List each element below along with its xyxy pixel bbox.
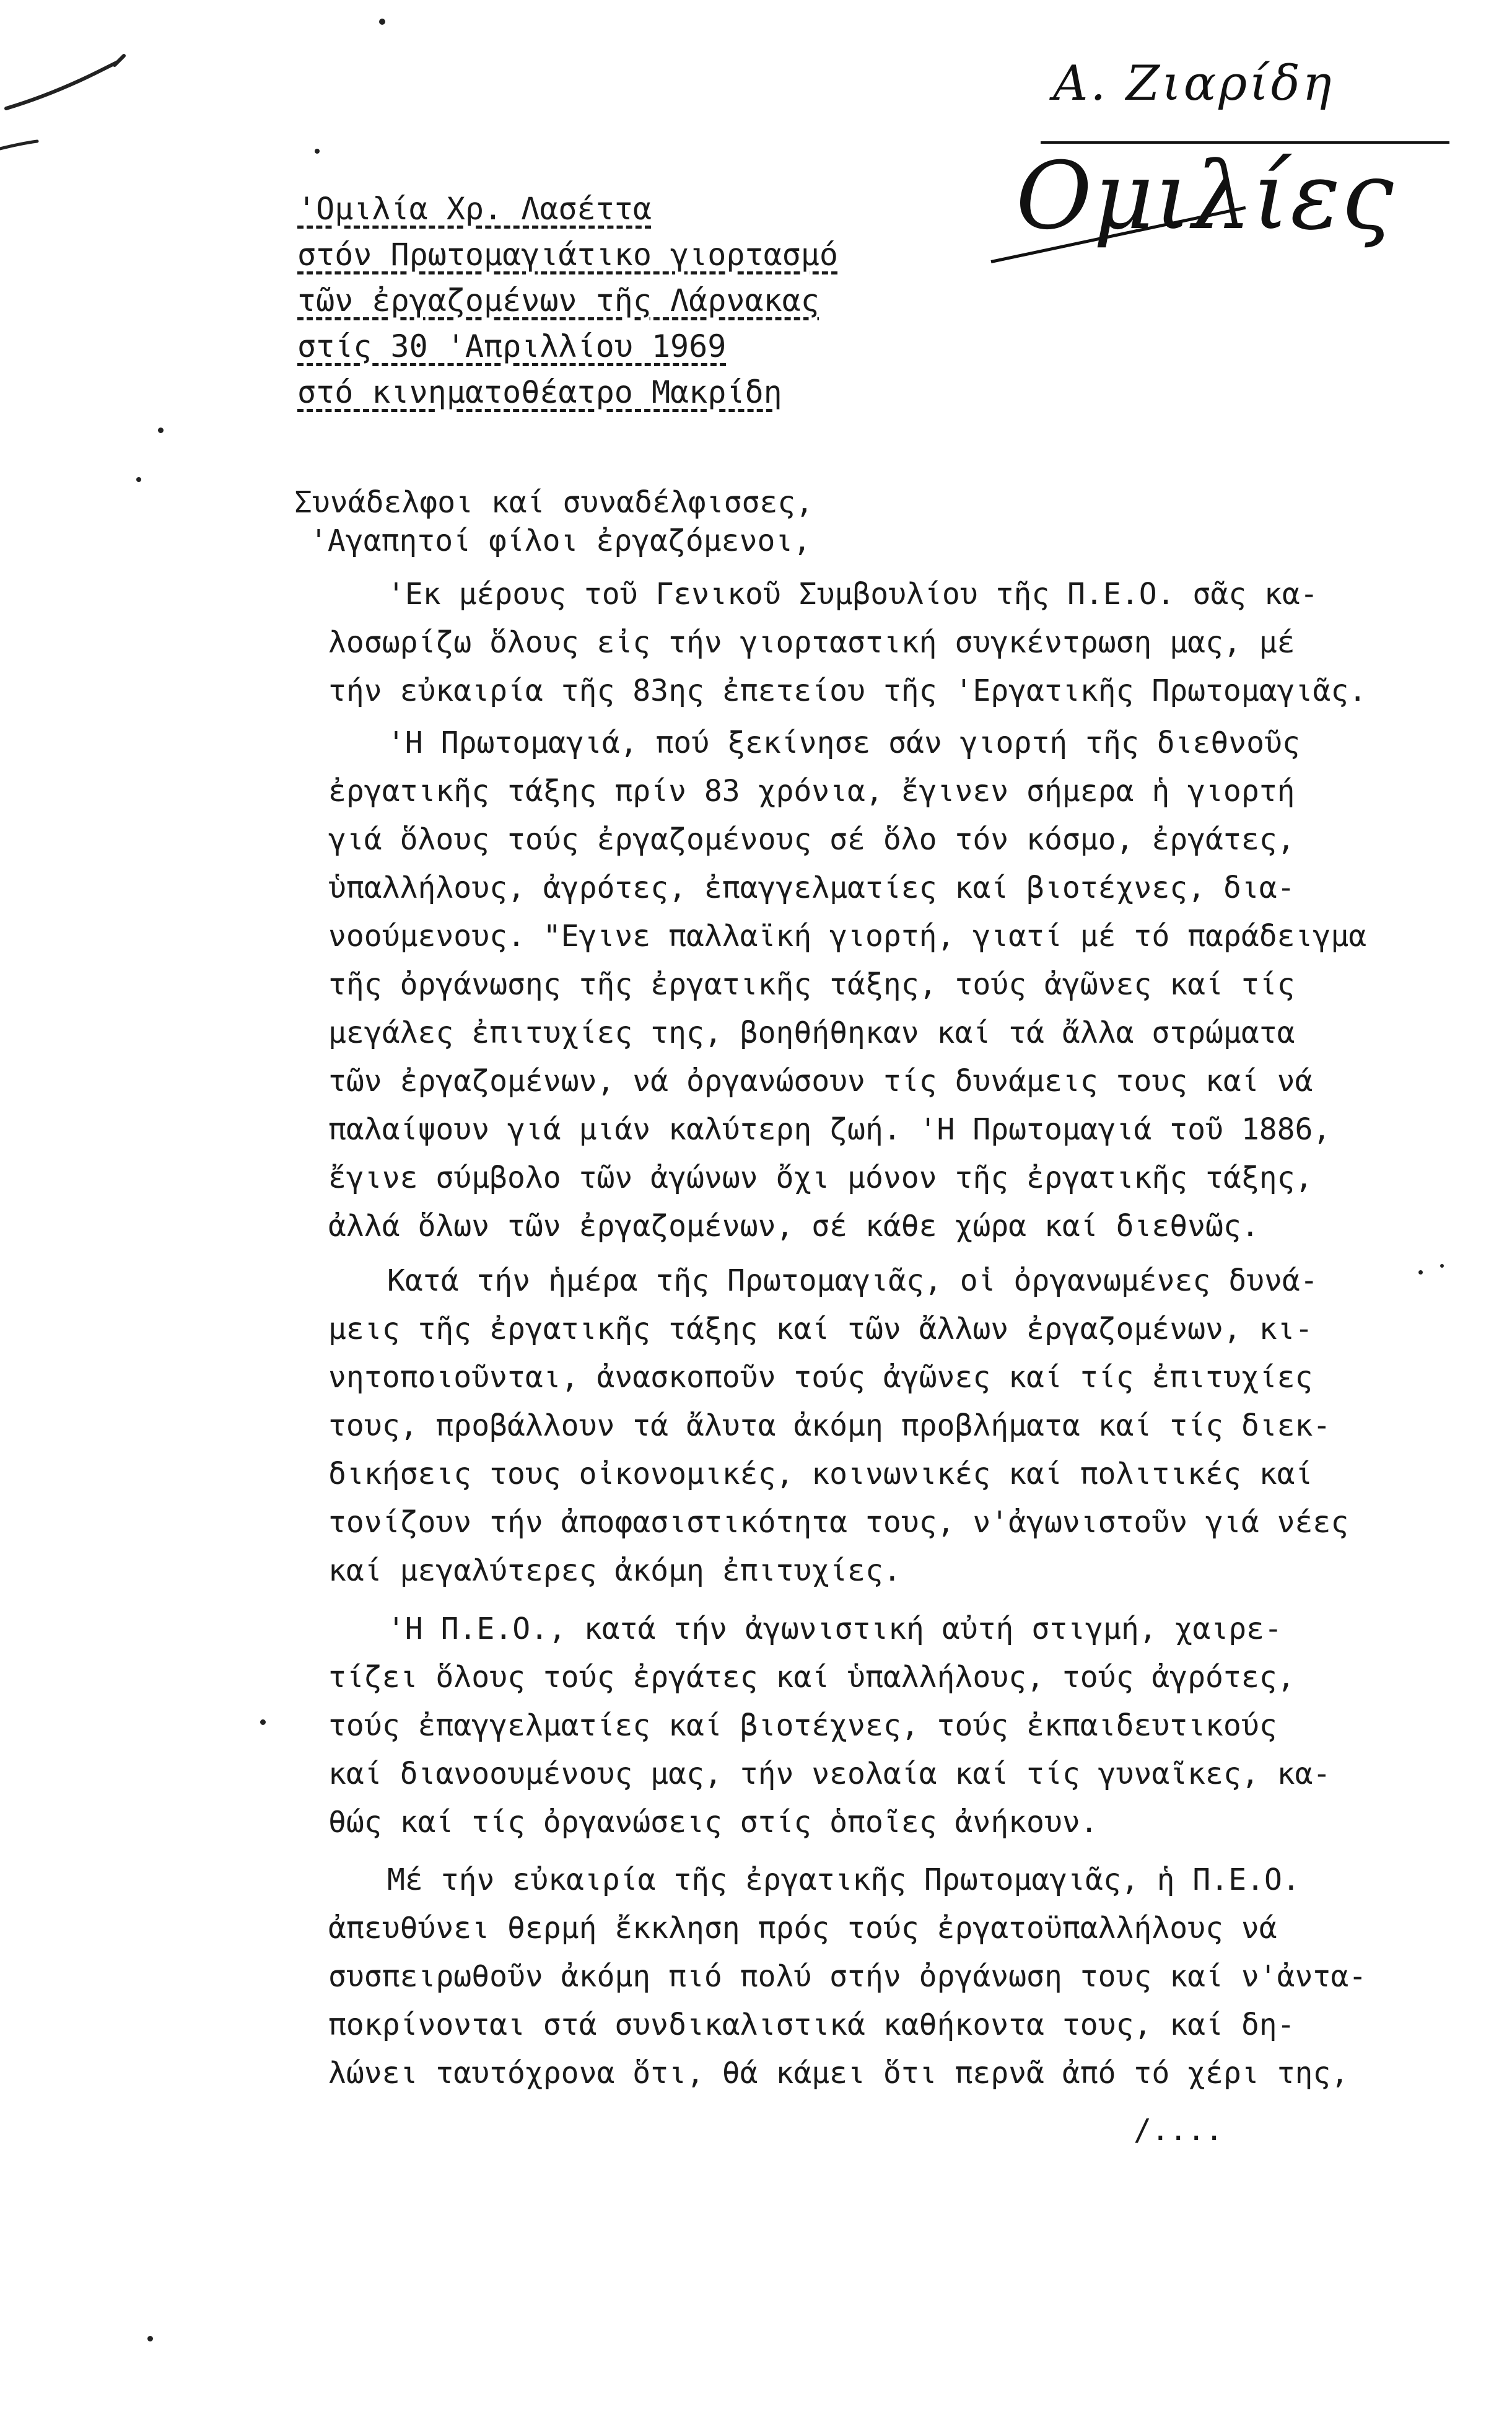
- paragraph-line: τῶν ἐργαζομένων, νά ὀργανώσουν τίς δυνάμεις τους καί νά: [328, 1064, 1313, 1099]
- paragraph-line: ἀλλά ὅλων τῶν ἐργαζομένων, σέ κάθε χώρα καί διεθνῶς.: [328, 1209, 1259, 1244]
- paragraph-line: τούς ἐπαγγελματίες καί βιοτέχνες, τούς ἐκπαιδευτικούς: [328, 1708, 1277, 1743]
- paragraph-line: ποκρίνονται στά συνδικαλιστικά καθήκοντα τους, καί δη-: [328, 2008, 1295, 2042]
- paragraph-line: ἔγινε σύμβολο τῶν ἀγώνων ὄχι μόνον τῆς ἐργατικῆς τάξης,: [328, 1161, 1313, 1195]
- margin-scribble-icon: [0, 37, 136, 161]
- salutation-line: 'Αγαπητοί φίλοι ἐργαζόμενοι,: [310, 524, 811, 558]
- paragraph-line: καί μεγαλύτερες ἀκόμη ἐπιτυχίες.: [328, 1553, 901, 1588]
- paragraph-line: ἐργατικῆς τάξης πρίν 83 χρόνια, ἔγινεν σήμερα ἡ γιορτή: [328, 774, 1295, 809]
- paragraph-line: τους, προβάλλουν τά ἄλυτα ἀκόμη προβλήματα καί τίς διεκ-: [328, 1408, 1331, 1443]
- scan-speck: [1418, 1270, 1423, 1275]
- paragraph-line: συσπειρωθοῦν ἀκόμη πιό πολύ στήν ὀργάνωση τους καί ν'ἀντα-: [328, 1959, 1367, 1994]
- salutation: [294, 483, 1409, 560]
- scan-speck: [136, 477, 141, 482]
- scan-speck: [260, 1719, 266, 1725]
- handwritten-name: Α. Ζιαρίδη: [1053, 56, 1334, 112]
- paragraph-line: 'Η Πρωτομαγιά, πού ξεκίνησε σάν γιορτή τῆς διεθνοῦς: [387, 726, 1300, 760]
- paragraph-line: λώνει ταυτόχρονα ὅτι, θά κάμει ὅτι περνᾶ ἀπό τό χέρι της,: [328, 2056, 1349, 2091]
- paragraph: [328, 719, 1406, 1250]
- scan-speck: [147, 2336, 153, 2341]
- paragraph-line: τήν εὐκαιρία τῆς 83ης ἐπετείου τῆς 'Εργατικῆς Πρωτομαγιᾶς.: [328, 674, 1367, 708]
- paragraph-line: θώς καί τίς ὀργανώσεις στίς ὁποῖες ἀνήκουν.: [328, 1805, 1098, 1840]
- paragraph-line: 'Η Π.Ε.Ο., κατά τήν ἀγωνιστική αὐτή στιγμή, χαιρε-: [387, 1612, 1282, 1646]
- title-line: στό κινηματοθέατρο Μακρίδη: [297, 374, 782, 410]
- handwritten-category: Ομιλίες: [1016, 143, 1395, 250]
- paragraph-line: τονίζουν τήν ἀποφασιστικότητα τους, ν'ἀγωνιστοῦν γιά νέες: [328, 1505, 1349, 1540]
- scan-speck: [1440, 1264, 1444, 1268]
- paragraph-line: καί διανοουμένους μας, τήν νεολαία καί τίς γυναῖκες, κα-: [328, 1757, 1331, 1791]
- scan-speck: [158, 428, 164, 433]
- paragraph-line: μεγάλες ἐπιτυχίες της, βοηθήθηκαν καί τά ἄλλα στρώματα: [328, 1016, 1295, 1050]
- paragraph: [328, 1257, 1406, 1595]
- title-line: τῶν ἐργαζομένων τῆς Λάρνακας: [297, 283, 819, 318]
- salutation-line: Συνάδελφοι καί συναδέλφισσες,: [294, 485, 814, 520]
- paragraph-line: νητοποιοῦνται, ἀνασκοποῦν τούς ἀγῶνες καί τίς ἐπιτυχίες: [328, 1360, 1313, 1395]
- continuation-mark: /....: [1134, 2113, 1223, 2148]
- paragraph: [328, 1605, 1406, 1846]
- paragraph-line: ὑπαλλήλους, ἀγρότες, ἐπαγγελματίες καί βιοτέχνες, δια-: [328, 871, 1295, 905]
- scan-speck: [315, 149, 320, 154]
- document-title: [297, 186, 979, 415]
- title-line: 'Ομιλία Χρ. Λασέττα: [297, 191, 652, 227]
- paragraph-line: τῆς ὀργάνωσης τῆς ἐργατικῆς τάξης, τούς ἀγῶνες καί τίς: [328, 967, 1295, 1002]
- paragraph-line: 'Εκ μέρους τοῦ Γενικοῦ Συμβουλίου τῆς Π.Ε.Ο. σᾶς κα-: [387, 577, 1318, 612]
- title-line: στίς 30 'Απριλλίου 1969: [297, 328, 727, 364]
- paragraph-line: ἀπευθύνει θερμή ἔκκληση πρός τούς ἐργατοϋπαλλήλους νά: [328, 1911, 1277, 1946]
- paragraph-line: νοούμενους. "Εγινε παλλαϊκή γιορτή, γιατί μέ τό παράδειγμα: [328, 919, 1367, 954]
- paragraph-line: δικήσεις τους οἰκονομικές, κοινωνικές καί πολιτικές καί: [328, 1457, 1313, 1491]
- paragraph: [328, 570, 1406, 715]
- paragraph: [328, 1856, 1406, 2097]
- paragraph-line: λοσωρίζω ὅλους εἰς τήν γιορταστική συγκέντρωση μας, μέ: [328, 625, 1295, 660]
- title-line: στόν Πρωτομαγιάτικο γιορτασμό: [297, 237, 838, 273]
- paragraph-line: τίζει ὅλους τούς ἐργάτες καί ὑπαλλήλους, τούς ἀγρότες,: [328, 1660, 1295, 1695]
- paragraph-line: παλαίψουν γιά μιάν καλύτερη ζωή. 'Η Πρωτομαγιά τοῦ 1886,: [328, 1112, 1331, 1147]
- paragraph-line: Μέ τήν εὐκαιρία τῆς ἐργατικῆς Πρωτομαγιᾶς, ἡ Π.Ε.Ο.: [387, 1863, 1300, 1897]
- paragraph-line: γιά ὅλους τούς ἐργαζομένους σέ ὅλο τόν κόσμο, ἐργάτες,: [328, 822, 1295, 857]
- paragraph-line: μεις τῆς ἐργατικῆς τάξης καί τῶν ἄλλων ἐργαζομένων, κι-: [328, 1312, 1313, 1346]
- paragraph-line: Κατά τήν ἡμέρα τῆς Πρωτομαγιᾶς, οἱ ὀργανωμένες δυνά-: [387, 1263, 1318, 1298]
- scan-speck: [379, 19, 385, 25]
